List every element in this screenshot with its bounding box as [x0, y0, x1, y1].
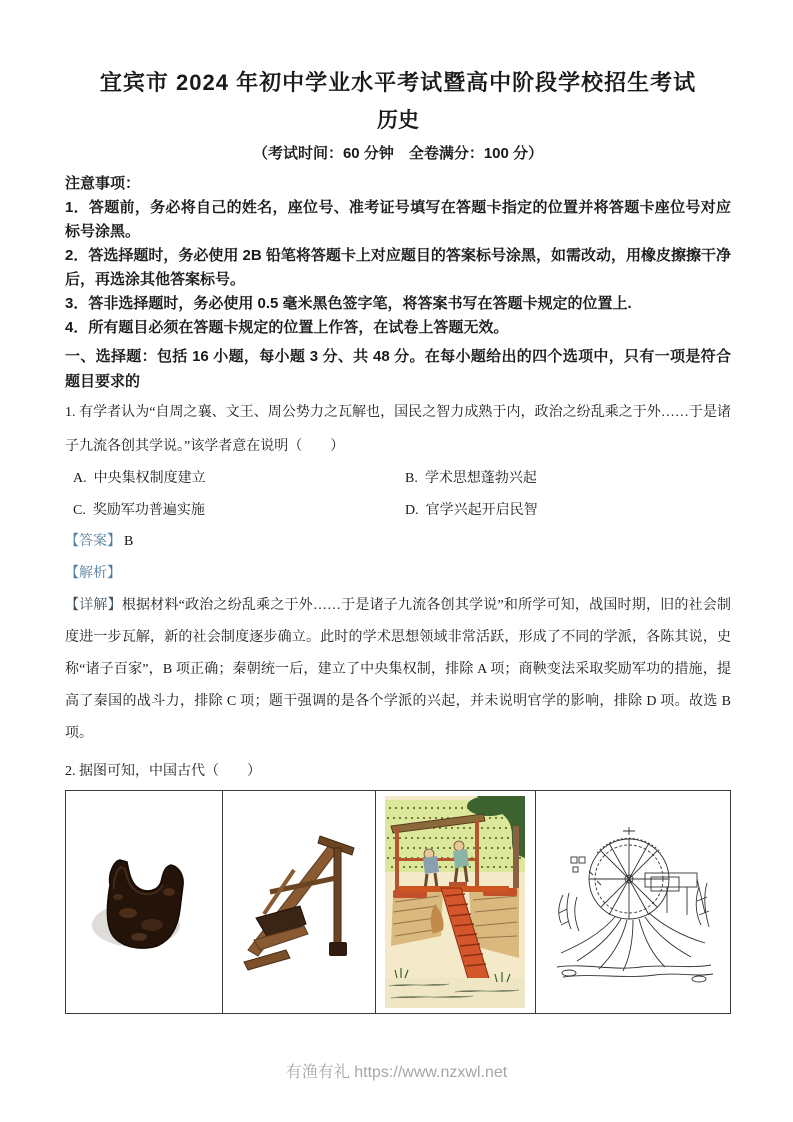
analysis-line — [65, 562, 731, 586]
image-cell-3 — [375, 791, 535, 1014]
option-b-text: 学术思想蓬勃兴起 — [424, 471, 537, 486]
question-1-options — [65, 466, 731, 524]
option-a-text: 中央集权制度建立 — [93, 471, 206, 486]
page-footer[interactable]: 有渔有礼 https://www.nzxwl.net — [285, 1064, 508, 1081]
waterwheel-drawing-image — [549, 817, 717, 987]
answer-label: 【答案】 — [65, 534, 121, 549]
option-c — [65, 498, 397, 524]
subject-title: 历史 — [377, 109, 419, 132]
exam-info: （考试时间：60 分钟 全卷满分：100 分） — [252, 145, 544, 162]
detail-text: 根据材料“政治之纷乱乘之于外……于是诸子九流各创其学说”和所学可知，战国时期，旧的社会制度进一步瓦解，新的社会制度逐步确立。此时的学术思想领域非常活跃，形成了不同的学派，各陈其说，史称“诸子百家”，B 项正确；秦朝统一后，建立了中央集权制，排除 A 项；商鞅变法采取奖励军功的措施，提高了秦国的战斗力，排除 C 项；题干强调的是各个学派的兴起，并未说明官学的影响，排除 D 项。故选 B 项。 — [65, 598, 732, 741]
option-c-label: C. — [73, 503, 86, 518]
answer-line — [65, 530, 731, 554]
answer-value: B — [124, 534, 134, 549]
wooden-plow-model-image — [234, 822, 364, 982]
question-2-image-table — [65, 790, 731, 1014]
notice-item: 2．答选择题时，务必使用 2B 铅笔将答题卡上对应题目的答案标号涂黑，如需改动，用橡皮擦擦干净后，再选涂其他答案标号。 — [65, 247, 731, 288]
detail-label: 【详解】 — [65, 598, 122, 613]
option-a-label: A. — [73, 471, 87, 486]
option-d — [397, 498, 731, 524]
page-title: 宜宾市 2024 年初中学业水平考试暨高中阶段学校招生考试 — [99, 70, 697, 95]
notice-item: 4．所有题目必须在答题卡规定的位置上作答，在试卷上答题无效。 — [65, 319, 509, 336]
bone-spade-artifact-image — [84, 847, 204, 957]
question-1-stem: 1. 有学者认为“自周之襄、文王、周公势力之瓦解也，国民之智力成熟于内，政治之纷乱乘之于外……于是诸子九流各创其学说。”该学者意在说明（ ） — [65, 405, 731, 454]
image-cell-1 — [66, 791, 223, 1014]
notices-block — [65, 172, 731, 340]
option-a — [65, 466, 397, 492]
option-c-text: 奖励军功普遍实施 — [92, 503, 205, 518]
option-b-label: B. — [405, 471, 418, 486]
analysis-label: 【解析】 — [65, 566, 121, 581]
notice-item: 3．答非选择题时，务必使用 0.5 毫米黑色签字笔，将答案书写在答题卡规定的位置上. — [65, 295, 632, 312]
chain-pump-painting-image — [385, 796, 525, 1008]
option-d-label: D. — [405, 503, 419, 518]
question-2-stem: 2. 据图可知，中国古代（ ） — [65, 764, 261, 779]
option-d-text: 官学兴起开启民智 — [425, 503, 538, 518]
image-cell-4 — [535, 791, 730, 1014]
notices-heading: 注意事项： — [65, 175, 141, 192]
option-b — [397, 466, 731, 492]
detail-paragraph — [65, 590, 731, 750]
notice-item: 1．答题前，务必将自己的姓名，座位号、准考证号填写在答题卡指定的位置并将答题卡座位号对应标号涂黑。 — [65, 199, 731, 240]
image-cell-2 — [222, 791, 375, 1014]
section-1-heading: 一、选择题：包括 16 小题，每小题 3 分、共 48 分。在每小题给出的四个选项中，只有一项是符合题目要求的 — [65, 348, 731, 390]
